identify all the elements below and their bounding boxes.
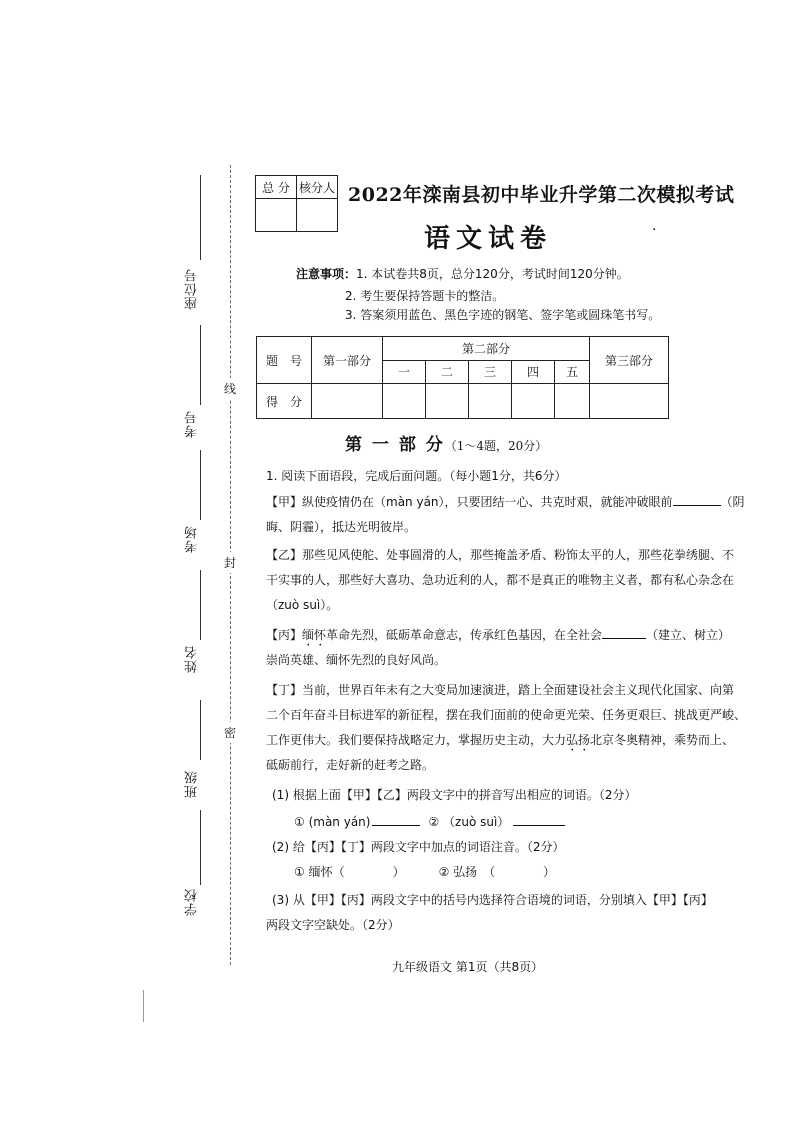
- exam-title: 2022年滦南县初中毕业升学第二次模拟考试: [348, 184, 735, 206]
- grade-score-s2[interactable]: [426, 384, 469, 419]
- q1-sub3-line2: 两段文字空缺处。（2分）: [266, 918, 400, 932]
- subject-title: 语文试卷: [424, 224, 553, 254]
- grade-score-s1[interactable]: [383, 384, 426, 419]
- q1-sub1-b-label: ② （zuò suì）: [428, 815, 510, 829]
- q1-sub1-answers: [294, 810, 692, 835]
- q1-yi-line2: 干实事的人，那些好大喜功、急功近利的人，都不是真正的唯物主义者，都有私心杂念在: [266, 573, 735, 587]
- notice-item-1: 1. 本试卷共8页，总分120分，考试时间120分钟。: [356, 267, 629, 281]
- total-score-cell[interactable]: [256, 199, 297, 232]
- q1-jia-line1: [266, 490, 745, 515]
- q1-bing-blank[interactable]: [602, 626, 646, 639]
- grade-table: [256, 336, 669, 419]
- q1-sub1-text: (1) 根据上面【甲】【乙】两段文字中的拼音写出相应的词语。（2分）: [272, 788, 637, 802]
- q1-bing-dotted-word: 缅怀: [302, 628, 327, 642]
- q1-ding-line3: [266, 728, 735, 754]
- class-label: 班级: [185, 770, 200, 798]
- notice-item-3: 3. 答案须用蓝色、黑色字迹的钢笔、签字笔或圆珠笔书写。: [345, 308, 661, 322]
- part1-subtitle: （1～4题，20分）: [444, 439, 548, 453]
- grade-row-header: 题 号: [257, 337, 312, 384]
- q1-jia-blank[interactable]: [673, 493, 721, 506]
- q1-sub1-a-label: ① (màn yán): [294, 815, 371, 829]
- q1-sub2-text: (2) 给【丙】【丁】两段文字中加点的词语注音。（2分）: [272, 840, 565, 854]
- q1-jia-line2: 晦、阴霾），抵达光明彼岸。: [266, 520, 417, 534]
- checker-cell[interactable]: [297, 199, 338, 232]
- margin-line-name: [200, 570, 201, 640]
- q1-jia-text-a: 【甲】纵使疫情仍在（màn yán），只要团结一心、共克时艰，就能冲破眼前: [266, 495, 673, 509]
- page-footer: 九年级语文 第1页（共8页）: [392, 960, 544, 974]
- part1-title: 第 一 部 分: [345, 435, 445, 455]
- q1-sub1-a-blank[interactable]: [372, 813, 420, 826]
- grade-score-part1[interactable]: [312, 384, 383, 419]
- seat-number-label: 座位号: [185, 268, 200, 310]
- seal-mark-secret: 密: [223, 722, 237, 743]
- grade-part3-header: 第三部分: [590, 337, 669, 384]
- q1-bing-text-a: 【丙】: [266, 628, 303, 642]
- margin-line-class: [200, 700, 201, 760]
- grade-section-3: 三: [469, 360, 512, 384]
- q1-ding-line2: 二个百年奋斗目标进军的新征程，摆在我们面前的使命更光荣、任务更艰巨、挑战更严峻、: [266, 708, 747, 722]
- q1-bing-line2: 崇尚英雄、缅怀先烈的良好风尚。: [266, 653, 447, 667]
- grade-score-s3[interactable]: [469, 384, 512, 419]
- q1-ding-line4: 砥砺前行，走好新的赶考之路。: [266, 758, 435, 772]
- notice-item-2: 2. 考生要保持答题卡的整洁。: [345, 289, 505, 303]
- margin-line-school: [200, 810, 201, 885]
- q1-yi-line1: 【乙】那些见风使舵、处事圆滑的人，那些掩盖矛盾、粉饰太平的人，那些花拳绣腿、不: [266, 548, 735, 562]
- q1-yi-line3: （zuò suì）。: [266, 598, 339, 612]
- stray-dot: ·: [652, 222, 657, 238]
- seal-mark-line: 线: [223, 378, 237, 399]
- q1-ding-text-b: 北京冬奥精神，乘势而上、: [590, 733, 735, 747]
- margin-line-exam-room: [200, 450, 201, 520]
- seal-mark-seal: 封: [223, 552, 237, 573]
- q1-bing-text-b: 革命先烈，砥砺革命意志，传承红色基因，在全社会: [326, 628, 603, 642]
- exam-room-label: 考场: [185, 525, 200, 553]
- q1-sub1-b-blank[interactable]: [513, 813, 565, 826]
- grade-score-s4[interactable]: [512, 384, 555, 419]
- q1-jia-text-b: （阴: [720, 495, 745, 509]
- grade-section-5: 五: [555, 360, 590, 384]
- grade-score-s5[interactable]: [555, 384, 590, 419]
- exam-number-label: 考号: [185, 410, 200, 438]
- notice-line-1: [296, 265, 629, 282]
- notice-line-2: [345, 287, 504, 304]
- grade-part1-header: 第一部分: [312, 337, 383, 384]
- q1-sub2-answers: [294, 860, 692, 885]
- scan-artifact-line: [143, 990, 144, 1022]
- q1-bing-text-c: （建立、树立）: [646, 628, 731, 642]
- name-label: 姓名: [185, 645, 200, 673]
- q1-sub3-line1: (3) 从【甲】【丙】两段文字中的括号内选择符合语境的词语，分别填入【甲】【丙】: [272, 893, 713, 907]
- q1-sub2-b[interactable]: ② 弘扬 （ ）: [438, 865, 556, 879]
- grade-section-2: 二: [426, 360, 469, 384]
- school-label: 学校: [185, 888, 200, 916]
- total-score-box: [255, 175, 338, 232]
- grade-score-label: 得 分: [257, 384, 312, 419]
- grade-section-1: 一: [383, 360, 426, 384]
- q1-ding-text-a: 工作更伟大。我们要保持战略定力，掌握历史主动，大力: [266, 733, 567, 747]
- margin-line-seat: [200, 175, 201, 260]
- total-score-header: 总 分: [256, 176, 297, 199]
- checker-header: 核分人: [297, 176, 338, 199]
- margin-line-exam-number: [200, 325, 201, 405]
- grade-part2-header: 第二部分: [383, 337, 590, 361]
- q1-sub2-a[interactable]: ① 缅怀（ ）: [294, 865, 405, 879]
- grade-score-part3[interactable]: [590, 384, 669, 419]
- part1-heading: [345, 430, 547, 455]
- q1-ding-dotted-word: 弘扬: [566, 733, 591, 747]
- q1-ding-line1: 【丁】当前，世界百年未有之大变局加速演进，踏上全面建设社会主义现代化国家、向第: [266, 683, 735, 697]
- notice-line-3: [345, 306, 660, 323]
- grade-section-4: 四: [512, 360, 555, 384]
- notice-label: 注意事项：: [296, 267, 357, 281]
- q1-stem: 1. 阅读下面语段，完成后面问题。（每小题1分，共6分）: [266, 469, 567, 483]
- q1-bing-line1: [266, 623, 731, 649]
